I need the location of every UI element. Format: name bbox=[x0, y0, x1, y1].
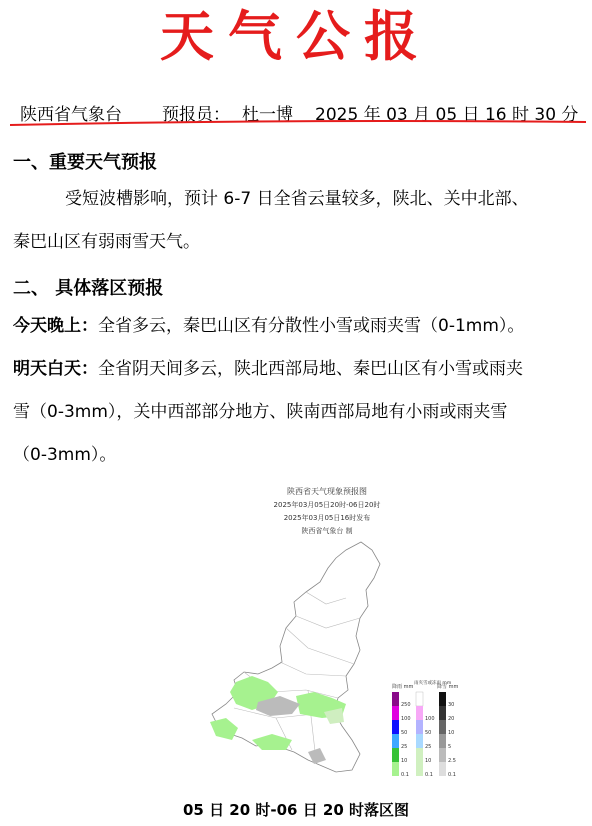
tomorrow-text-line2: 雪（0-3mm），关中西部部分地方、陕南西部局地有小雨或雨夹雪 bbox=[13, 402, 508, 422]
section-heading-detail: 二、 具体落区预报 bbox=[13, 278, 164, 299]
forecast-map-figure bbox=[196, 478, 458, 780]
important-text-line2: 秦巴山区有弱雨雪天气。 bbox=[13, 232, 200, 252]
tonight-text: 全省多云，秦巴山区有分散性小雪或雨夹雪（0-1mm）。 bbox=[98, 316, 525, 336]
legend-rain-tick-6: 0.1 bbox=[401, 772, 409, 778]
legend-snow-tick-4: 5 bbox=[448, 744, 452, 750]
legend-snow-tick-3: 10 bbox=[448, 730, 455, 736]
legend-snow-title: 降雪 mm bbox=[437, 684, 458, 690]
legend-rain-tick-1: 250 bbox=[401, 702, 411, 708]
legend-sleet-tick-2: 50 bbox=[425, 730, 432, 736]
important-text-line1: 受短波槽影响，预计 6-7 日全省云量较多，陕北、关中北部、 bbox=[65, 189, 529, 209]
legend-rain-tick-2: 100 bbox=[401, 716, 411, 722]
forecaster-label: 预报员： bbox=[162, 105, 230, 125]
page-title: 天气公报 bbox=[160, 4, 432, 68]
legend-sleet-tick-5: 0.1 bbox=[425, 772, 433, 778]
legend-snow-tick-2: 20 bbox=[448, 716, 455, 722]
tomorrow-forecast bbox=[13, 351, 523, 387]
legend-rain bbox=[392, 683, 413, 778]
forecast-map-svg bbox=[196, 478, 458, 780]
agency-name: 陕西省气象台 bbox=[20, 105, 122, 125]
legend-sleet-title: 雨夹雪或冻雨 mm bbox=[414, 681, 452, 686]
tonight-label: 今天晚上： bbox=[13, 316, 98, 336]
tonight-forecast bbox=[13, 308, 524, 344]
legend-sleet-tick-1: 100 bbox=[425, 716, 435, 722]
legend-sleet-tick-4: 10 bbox=[425, 758, 432, 764]
tomorrow-label: 明天白天： bbox=[13, 359, 98, 379]
legend-rain-tick-5: 10 bbox=[401, 758, 408, 764]
map-maker: 陕西省气象台 制 bbox=[301, 527, 353, 535]
legend-rain-title: 降雨 mm bbox=[392, 684, 414, 690]
map-caption: 05 日 20 时-06 日 20 时落区图 bbox=[182, 801, 410, 819]
tomorrow-text-line3: （0-3mm）。 bbox=[13, 445, 117, 465]
map-issued: 2025年03月05日16时发布 bbox=[283, 514, 371, 522]
legend-rain-tick-3: 50 bbox=[401, 730, 408, 736]
legend-snow-tick-5: 2.5 bbox=[448, 758, 456, 764]
legend-sleet-tick-3: 25 bbox=[425, 744, 432, 750]
legend-snow-tick-1: 30 bbox=[448, 702, 455, 708]
issue-datetime: 2025 年 03 月 05 日 16 时 30 分 bbox=[315, 105, 579, 125]
forecaster-name: 杜一博 bbox=[242, 105, 293, 125]
tomorrow-text-line1: 全省阴天间多云，陕北西部局地、秦巴山区有小雪或雨夹 bbox=[98, 359, 523, 379]
legend-rain-tick-4: 25 bbox=[401, 744, 408, 750]
map-period: 2025年03月05日20时-06日20时 bbox=[273, 501, 381, 509]
section-heading-important: 一、重要天气预报 bbox=[13, 152, 157, 173]
map-title: 陕西省天气现象预报图 bbox=[287, 487, 367, 496]
province-outline bbox=[212, 542, 380, 772]
legend-snow-tick-6: 0.1 bbox=[448, 772, 456, 778]
legend-snow bbox=[437, 683, 458, 778]
